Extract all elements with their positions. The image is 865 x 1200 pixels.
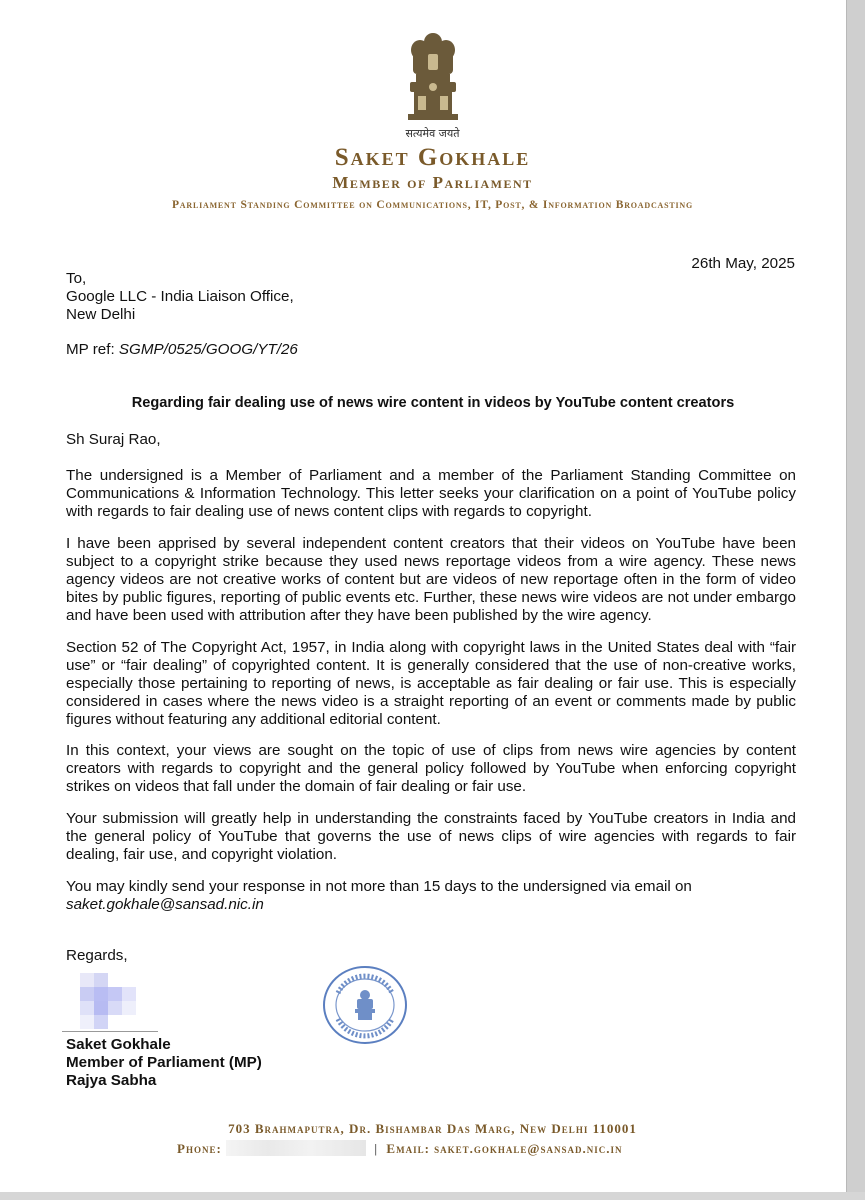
closing-email-link[interactable]: saket.gokhale@sansad.nic.in	[66, 896, 264, 913]
signature-line	[62, 1031, 158, 1032]
regards: Regards,	[66, 947, 128, 964]
ref-value: SGMP/0525/GOOG/YT/26	[118, 341, 298, 358]
letterhead-name: Saket Gokhale	[334, 144, 531, 171]
letter-date: 26th May, 2025	[691, 255, 795, 272]
letterhead-committee: Parliament Standing Committee on Communications, IT, Post, & Information Broadcasting	[171, 199, 694, 211]
paragraph: I have been apprised by several independent content creators that their videos on YouTube have been subject to a copyright strike because they used news reportage videos from a wire agency. These news agency videos are not creative works of content but are videos of new reportage often in the form of video bites by public figures, reporting of public events etc. Further, these news wire videos are not under embargo and have been used with attribution after they have been published by the wire agency.	[66, 535, 796, 624]
paragraph: Section 52 of The Copyright Act, 1957, in India along with copyright laws in the United States deal with “fair use” or “fair dealing” of copyrighted content. It is generally considered that the use of non-creative works, especially those pertaining to reporting of news, is acceptable as fair dealing or fair use. This is especially considered in cases where the news video is a straight reporting of an event or comments made by public figures without featuring any additional editorial content.	[66, 639, 796, 728]
signatory-title: Member of Parliament (MP)	[66, 1054, 262, 1071]
motto: सत्यमेव जयते	[405, 127, 460, 140]
paragraph: In this context, your views are sought on the topic of use of clips from news wire agencies by content creators with regards to copyright and the general policy followed by YouTube when enforcing copyright strikes on videos that fall under the domain of fair dealing or fair use.	[66, 742, 796, 795]
reference-line	[66, 341, 298, 359]
footer-email-link[interactable]: saket.gokhale@sansad.nic.in	[434, 1141, 623, 1156]
national-emblem-icon	[404, 30, 462, 130]
footer-address: 703 Brahmaputra, Dr. Bishambar Das Marg, New Delhi 110001	[228, 1121, 637, 1136]
recipient-block	[66, 270, 294, 324]
to-label: To,	[66, 270, 87, 287]
paragraph: Your submission will greatly help in understanding the constraints faced by YouTube creators in India and the general policy of YouTube that governs the use of news clips of wire agencies with regards to fair dealing, fair use, and copyright violation.	[66, 810, 796, 863]
salutation: Sh Suraj Rao,	[66, 431, 161, 448]
closing-text: You may kindly send your response in not more than 15 days to the undersigned via email on	[66, 878, 692, 895]
redacted-signature	[80, 973, 150, 1031]
page-edge-shadow	[846, 0, 865, 1200]
signatory-block	[66, 1036, 262, 1090]
email-label: Email:	[386, 1141, 430, 1156]
letterhead-role: Member of Parliament	[332, 173, 533, 192]
phone-label: Phone:	[177, 1141, 222, 1156]
separator: |	[374, 1141, 379, 1156]
page-edge-shadow-bottom	[0, 1192, 865, 1200]
paragraph: The undersigned is a Member of Parliament and a member of the Parliament Standing Committee on Communications & Information Technology. This letter seeks your clarification on a point of YouTube policy with regards to fair dealing use of news content clips with regards to copyright.	[66, 467, 796, 520]
recipient-line-1: Google LLC - India Liaison Office,	[66, 288, 294, 305]
subject-line: Regarding fair dealing use of news wire content in videos by YouTube content creators	[131, 395, 735, 411]
redacted-phone	[226, 1140, 366, 1156]
footer-contact	[177, 1140, 623, 1157]
signatory-house: Rajya Sabha	[66, 1072, 157, 1089]
ref-label: MP ref:	[66, 341, 119, 358]
recipient-line-2: New Delhi	[66, 306, 136, 323]
signatory-name: Saket Gokhale	[66, 1036, 171, 1053]
official-seal-icon	[322, 965, 408, 1045]
closing-paragraph	[66, 878, 796, 914]
